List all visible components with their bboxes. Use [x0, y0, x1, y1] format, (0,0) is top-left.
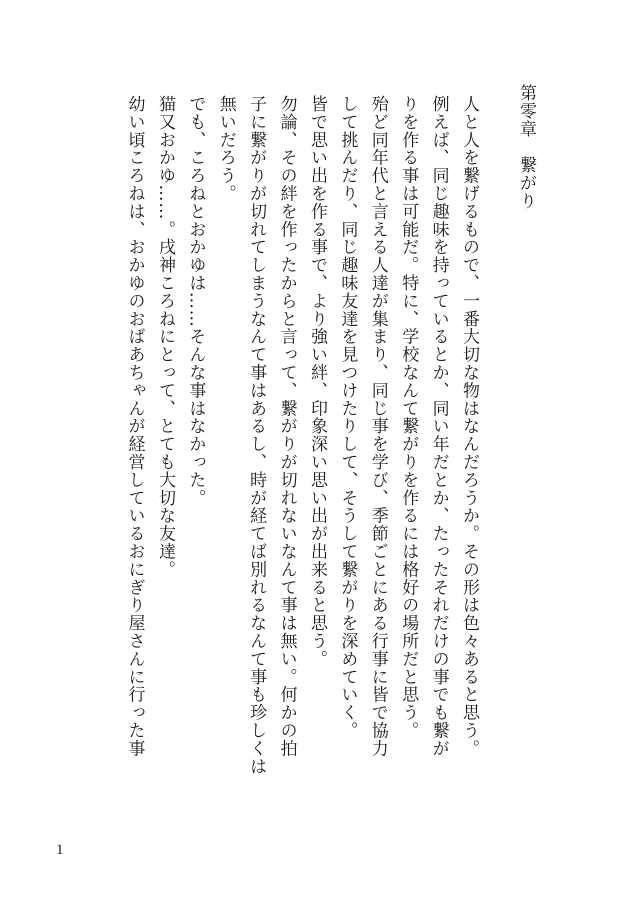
page-number: 1	[56, 842, 64, 858]
text-line: 子に繋がりが切れてしまうなんて事はあるし、時が経てば別れるなんて事も珍しくは	[246, 95, 267, 776]
chapter-title: 第零章 繋がり	[516, 84, 536, 210]
body-text	[119, 95, 484, 835]
text-line: 無いだろう。	[215, 95, 236, 203]
text-line: 幼い頃ころねは、おかゆのおばあちゃんが経営しているおにぎり屋さんに行った事	[124, 95, 145, 758]
text-line: りを作る事は可能だ。特に、学校なんて繋がりを作るには格好の場所だと思う。	[398, 95, 419, 740]
text-line: 例えば、同じ趣味を持っているとか、同い年だとか、たったそれだけの事でも繋が	[428, 95, 449, 758]
text-line: 皆で思い出を作る事で、より強い絆、印象深い思い出が出来ると思う。	[306, 95, 327, 668]
text-line: 猫又おかゆ……。戌神ころねにとって、とても大切な友達。	[154, 95, 175, 579]
text-line: でも、ころねとおかゆは……そんな事はなかった。	[185, 95, 206, 507]
text-line: 殆ど同年代と言える人達が集まり、同じ事を学び、季節ごとにある行事に皆で協力	[367, 95, 388, 758]
text-line: して挑んだり、同じ趣味友達を見つけたりして、そうして繋がりを深めていく。	[337, 95, 358, 740]
text-line: 勿論、その絆を作ったからと言って、繋がりが切れないなんて事は無い。何かの拍	[276, 95, 297, 758]
text-line: 人と人を繋げるもので、一番大切な物はなんだろうか。その形は色々あると思う。	[459, 95, 479, 758]
